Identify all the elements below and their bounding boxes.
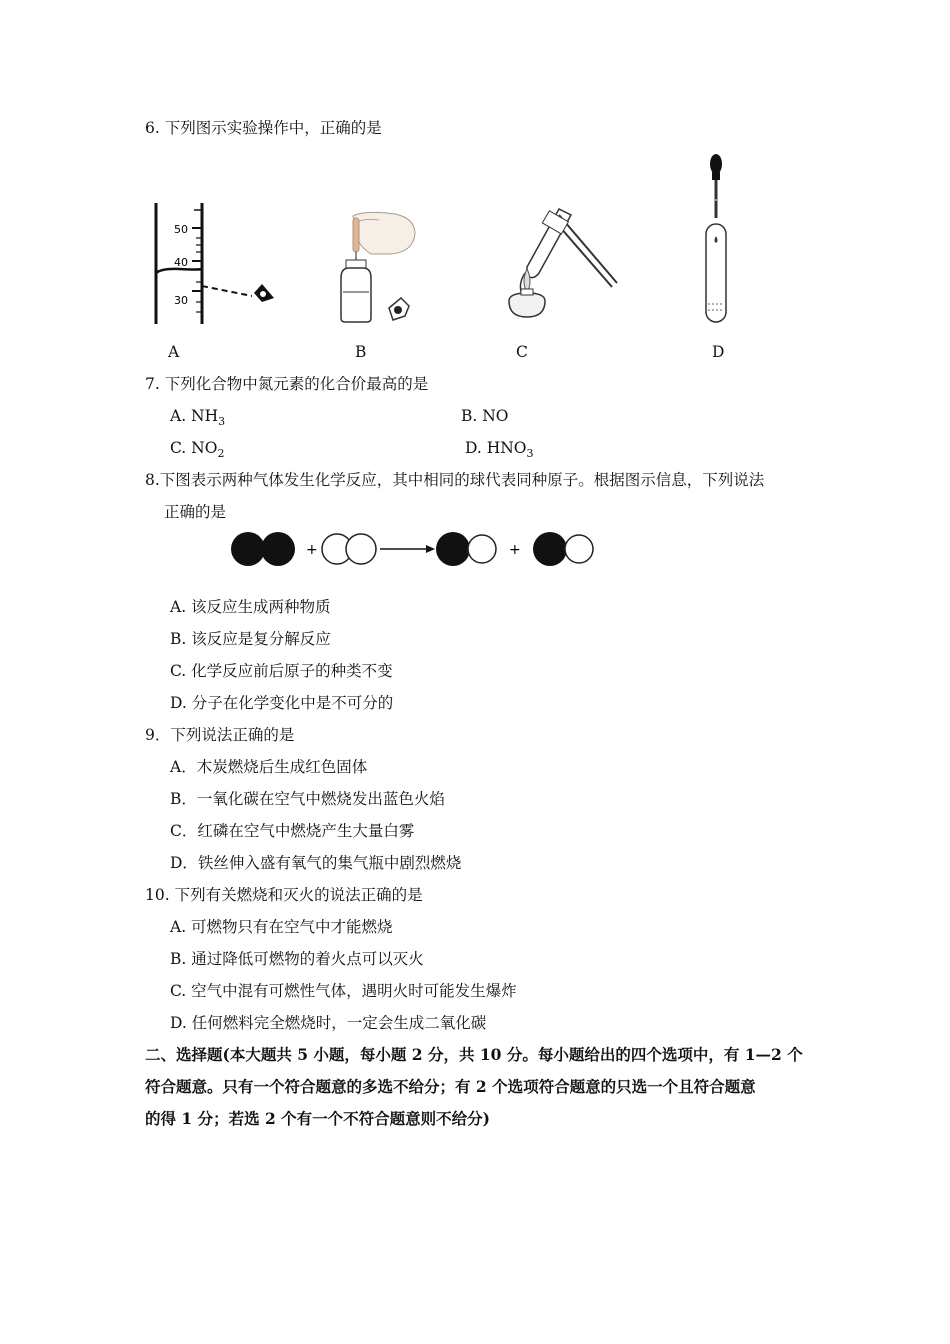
q10-option-c: C. 空气中混有可燃性气体，遇明火时可能发生爆炸	[170, 982, 517, 1000]
q9-option-c: C．红磷在空气中燃烧产生大量白雾	[170, 822, 415, 840]
q10-option-a: A. 可燃物只有在空气中才能燃烧	[170, 918, 393, 936]
q9-option-a: A．木炭燃烧后生成红色固体	[170, 758, 368, 776]
section2-line2: 符合题意。只有一个符合题意的多选不给分；有 2 个选项符合题意的只选一个且符合题意	[145, 1077, 756, 1096]
figure-c-label: C	[516, 343, 528, 361]
plus-sign-2: +	[509, 542, 521, 558]
product2-atom-white	[565, 535, 593, 563]
figure-b-label: B	[355, 343, 367, 361]
q8-stem-line2: 正确的是	[164, 503, 227, 521]
figure-a-graduated-cylinder	[150, 198, 280, 328]
tick-30: 30	[174, 294, 188, 307]
q10-stem: 10. 下列有关燃烧和灭火的说法正确的是	[145, 886, 423, 904]
q8-reaction-diagram	[228, 530, 608, 570]
q8-stem-line1: 8.下图表示两种气体发生化学反应，其中相同的球代表同种原子。根据图示信息，下列说法	[145, 471, 765, 489]
q8-option-c: C. 化学反应前后原子的种类不变	[170, 662, 393, 680]
q8-option-a: A. 该反应生成两种物质	[170, 598, 331, 616]
product1-atom-white	[468, 535, 496, 563]
figure-d-dropper-tube	[698, 150, 738, 330]
q7-option-c: C. $NO_2$	[170, 439, 225, 461]
q10-option-b: B. 通过降低可燃物的着火点可以灭火	[170, 950, 424, 968]
q7-option-a: A. $NH_3$	[170, 407, 226, 429]
q8-option-b: B. 该反应是复分解反应	[170, 630, 331, 648]
q7-option-d: D. $HNO_3$	[465, 439, 534, 461]
product2-atom-black	[533, 532, 567, 566]
q9-option-b: B．一氧化碳在空气中燃烧发出蓝色火焰	[170, 790, 445, 808]
reactant1-atom-black-1	[231, 532, 265, 566]
q9-stem: 9．下列说法正确的是	[145, 726, 295, 744]
tick-40: 40	[174, 256, 188, 269]
figure-d-label: D	[712, 343, 725, 361]
q6-stem: 6. 下列图示实验操作中，正确的是	[145, 119, 382, 137]
plus-sign-1: +	[306, 542, 318, 558]
q7-stem: 7. 下列化合物中氮元素的化合价最高的是	[145, 375, 429, 393]
reactant1-atom-black-2	[261, 532, 295, 566]
section2-line3: 的得 1 分；若选 2 个有一个不符合题意则不给分)	[145, 1109, 490, 1128]
q8-option-d: D. 分子在化学变化中是不可分的	[170, 694, 394, 712]
q10-option-d: D. 任何燃料完全燃烧时，一定会生成二氧化碳	[170, 1014, 487, 1032]
tick-50: 50	[174, 223, 188, 236]
figure-c-heating-tube	[497, 205, 622, 325]
section2-line1: 二、选择题(本大题共 5 小题，每小题 2 分，共 10 分。每小题给出的四个选项中，有 1—2 个	[145, 1045, 803, 1064]
figure-a-label: A	[168, 343, 180, 361]
q7-option-b: B. NO	[461, 407, 509, 425]
reactant2-atom-white-2	[346, 534, 376, 564]
q9-option-d: D．铁丝伸入盛有氧气的集气瓶中剧烈燃烧	[170, 854, 462, 872]
product1-atom-black	[436, 532, 470, 566]
figure-b-dropper-bottle	[335, 208, 425, 328]
